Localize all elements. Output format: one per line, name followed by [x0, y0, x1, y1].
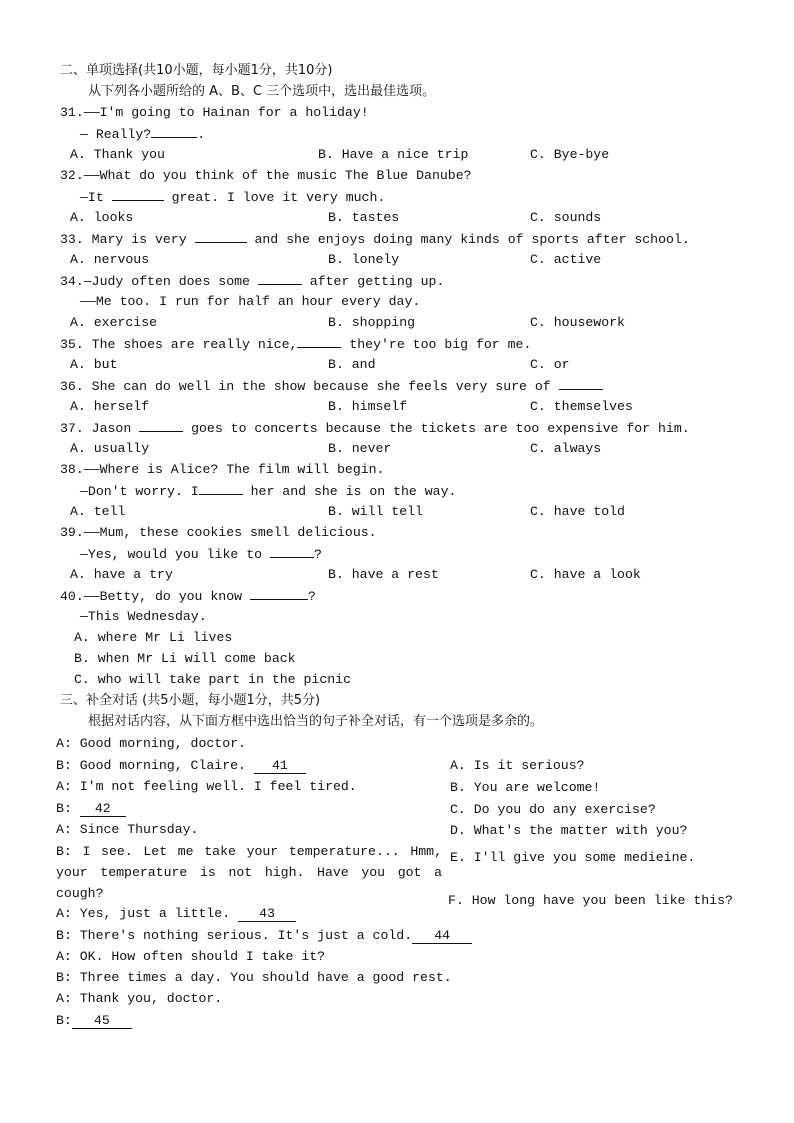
dialogue-text: B: Good morning, Claire. [56, 758, 246, 773]
question-34-reply: ——Me too. I run for half an hour every day. [80, 294, 421, 309]
option-39-b[interactable]: B. have a rest [328, 567, 439, 582]
dialogue-line-7 [56, 904, 296, 923]
question-39-reply [80, 544, 322, 564]
question-number: 39. [60, 525, 84, 540]
dialogue-line-4 [56, 799, 126, 818]
choice-c[interactable]: C. Do you do any exercise? [450, 802, 656, 817]
choice-d[interactable]: D. What's the matter with you? [450, 823, 688, 838]
question-number: 38. [60, 462, 84, 477]
question-stem-tail: ? [307, 589, 316, 604]
question-number: 33. [60, 232, 84, 247]
dialogue-text: B: [56, 801, 72, 816]
option-34-c[interactable]: C. housework [530, 315, 625, 330]
answer-blank[interactable] [112, 187, 164, 201]
dialogue-line-11: A: Thank you, doctor. [56, 991, 223, 1006]
question-stem: Mary is very [91, 232, 187, 247]
option-32-b[interactable]: B. tastes [328, 210, 400, 225]
choice-a[interactable]: A. Is it serious? [450, 758, 585, 773]
question-40-reply: —This Wednesday. [80, 609, 207, 624]
question-stem-tail: they're too big for me. [349, 337, 532, 352]
question-stem: She can do well in the show because she feels very sure of [91, 379, 551, 394]
question-38 [60, 460, 384, 479]
question-stem-tail: and she enjoys doing many kinds of sports after school. [254, 232, 690, 247]
answer-blank[interactable] [258, 271, 302, 285]
section-3-heading: 三、补全对话 (共5小题，每小题1分，共5分) [60, 693, 321, 708]
question-number: 37. [60, 421, 84, 436]
reply-tail: great. I love it very much. [171, 190, 386, 205]
option-38-b[interactable]: B. will tell [328, 504, 423, 519]
dialogue-line-10: B: Three times a day. You should have a good rest. [56, 970, 452, 985]
blank-44[interactable]: 44 [412, 928, 472, 944]
option-36-b[interactable]: B. himself [328, 399, 408, 414]
option-33-a[interactable]: A. nervous [70, 252, 150, 267]
option-38-a[interactable]: A. tell [70, 504, 126, 519]
question-number: 31. [60, 105, 84, 120]
dialogue-line-3: A: I'm not feeling well. I feel tired. [56, 779, 357, 794]
answer-blank[interactable] [195, 229, 247, 243]
reply-text: —Yes, would you like to [80, 547, 263, 562]
dialogue-text: B: [56, 1013, 72, 1028]
question-number: 40. [60, 589, 84, 604]
question-31 [60, 103, 369, 122]
question-number: 32. [60, 168, 84, 183]
option-37-a[interactable]: A. usually [70, 441, 150, 456]
blank-43[interactable]: 43 [238, 906, 296, 922]
blank-41[interactable]: 41 [254, 758, 306, 774]
question-number: 34. [60, 274, 84, 289]
question-39 [60, 523, 377, 542]
option-32-c[interactable]: C. sounds [530, 210, 602, 225]
question-stem-tail: goes to concerts because the tickets are too expensive for him. [191, 421, 690, 436]
question-33 [60, 229, 690, 249]
option-38-c[interactable]: C. have told [530, 504, 625, 519]
question-32-reply [80, 187, 385, 207]
option-40-c[interactable]: C. who will take part in the picnic [74, 672, 351, 687]
option-34-a[interactable]: A. exercise [70, 315, 158, 330]
option-39-a[interactable]: A. have a try [70, 567, 173, 582]
choice-b[interactable]: B. You are welcome! [450, 780, 601, 795]
dialogue-line-8 [56, 926, 472, 945]
question-36 [60, 376, 603, 396]
reply-tail: her and she is on the way. [250, 484, 457, 499]
question-stem: —Judy often does some [83, 274, 250, 289]
option-31-b[interactable]: B. Have a nice trip [318, 147, 469, 162]
question-37 [60, 418, 690, 438]
question-stem: ——I'm going to Hainan for a holiday! [83, 105, 369, 120]
option-35-c[interactable]: C. or [530, 357, 570, 372]
question-number: 35. [60, 337, 84, 352]
section-2-heading: 二、单项选择(共10小题，每小题1分，共10分) [60, 63, 333, 78]
dialogue-line-5: A: Since Thursday. [56, 822, 199, 837]
question-stem: ——Mum, these cookies smell delicious. [83, 525, 377, 540]
answer-blank[interactable] [297, 334, 341, 348]
reply-text: —It [80, 190, 104, 205]
option-37-b[interactable]: B. never [328, 441, 392, 456]
option-33-c[interactable]: C. active [530, 252, 602, 267]
option-36-c[interactable]: C. themselves [530, 399, 633, 414]
question-stem: The shoes are really nice, [91, 337, 298, 352]
dialogue-line-1: A: Good morning, doctor. [56, 736, 246, 751]
option-31-c[interactable]: C. Bye-bye [530, 147, 610, 162]
option-31-a[interactable]: A. Thank you [70, 147, 165, 162]
choice-f[interactable]: F. How long have you been like this? [448, 893, 733, 908]
dialogue-line-2 [56, 756, 306, 775]
choice-e[interactable]: E. I'll give you some medieine. [450, 850, 696, 865]
question-35 [60, 334, 531, 354]
question-32 [60, 166, 472, 185]
question-34 [60, 271, 444, 291]
question-38-reply [80, 481, 456, 501]
answer-blank[interactable] [199, 481, 243, 495]
question-stem: Jason [91, 421, 132, 436]
question-stem-tail: after getting up. [309, 274, 445, 289]
option-40-b[interactable]: B. when Mr Li will come back [74, 651, 296, 666]
dialogue-text: B: There's nothing serious. It's just a cold. [56, 928, 413, 943]
blank-42[interactable]: 42 [80, 801, 126, 817]
option-34-b[interactable]: B. shopping [328, 315, 416, 330]
reply-tail: ? [313, 547, 322, 562]
option-35-b[interactable]: B. and [328, 357, 376, 372]
dialogue-line-9: A: OK. How often should I take it? [56, 949, 326, 964]
option-39-c[interactable]: C. have a look [530, 567, 641, 582]
answer-blank[interactable] [250, 586, 308, 600]
section-2-instruction: 从下列各小题所给的 A、B、C 三个选项中，选出最佳选项。 [88, 84, 436, 99]
question-stem: ——Where is Alice? The film will begin. [83, 462, 385, 477]
question-31-reply [80, 124, 205, 144]
section-3-instruction: 根据对话内容，从下面方框中选出恰当的句子补全对话，有一个选项是多余的。 [88, 714, 544, 729]
option-40-a[interactable]: A. where Mr Li lives [74, 630, 233, 645]
blank-45[interactable]: 45 [72, 1013, 132, 1029]
reply-tail: . [197, 127, 206, 142]
question-stem: ——What do you think of the music The Blue Danube? [83, 168, 472, 183]
answer-blank[interactable] [270, 544, 314, 558]
question-number: 36. [60, 379, 84, 394]
option-37-c[interactable]: C. always [530, 441, 602, 456]
option-32-a[interactable]: A. looks [70, 210, 134, 225]
answer-blank[interactable] [151, 124, 197, 138]
dialogue-text: A: Yes, just a little. [56, 906, 231, 921]
question-stem: ——Betty, do you know [83, 589, 243, 604]
dialogue-line-12 [56, 1011, 132, 1030]
reply-text: — Really? [80, 127, 152, 142]
dialogue-line-6: B: I see. Let me take your temperature... Hmm, your temperature is not high. Have you got a cough? [56, 844, 442, 901]
question-40 [60, 586, 316, 606]
answer-blank[interactable] [559, 376, 603, 390]
answer-blank[interactable] [139, 418, 183, 432]
reply-text: —Don't worry. I [80, 484, 199, 499]
option-36-a[interactable]: A. herself [70, 399, 150, 414]
option-33-b[interactable]: B. lonely [328, 252, 400, 267]
option-35-a[interactable]: A. but [70, 357, 118, 372]
